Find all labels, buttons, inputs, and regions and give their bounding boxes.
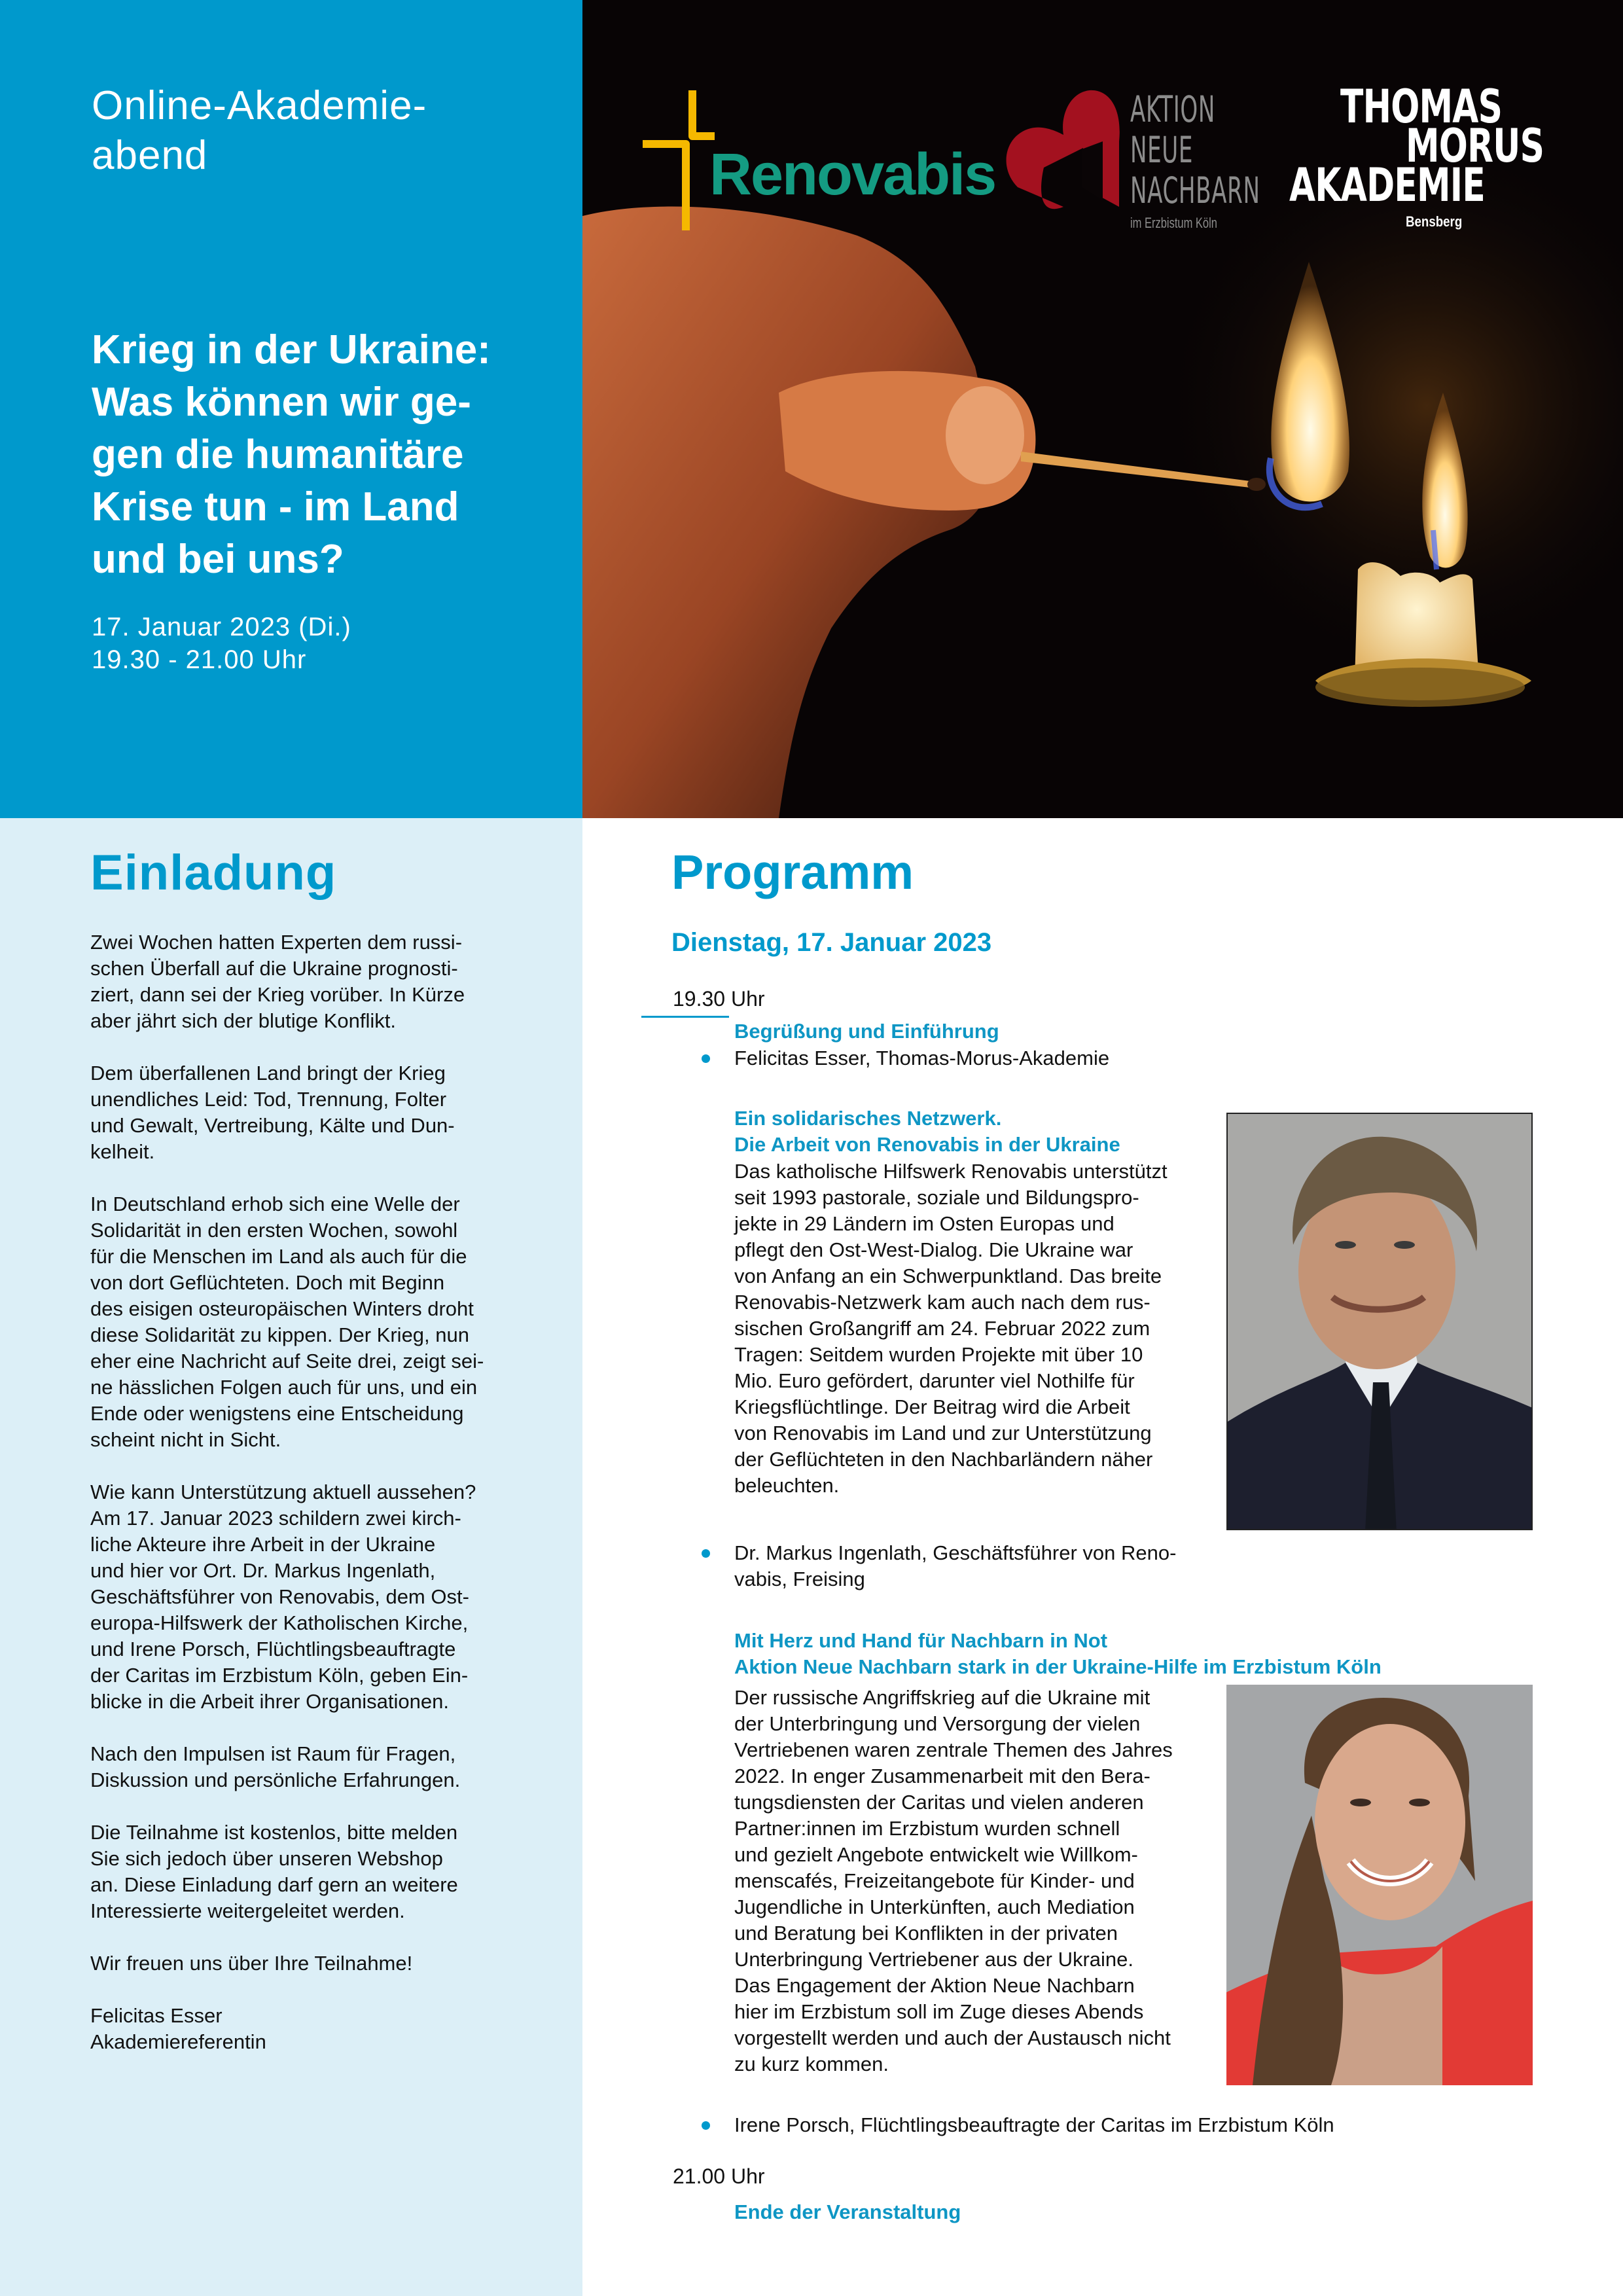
title-line: Mit Herz und Hand für Nachbarn in Not (734, 1629, 1108, 1652)
speaker-text (734, 1045, 1109, 1071)
text-line: von dort Geflüchteten. Doch mit Beginn (90, 1271, 445, 1294)
aktion-neue-nachbarn-logo (1005, 89, 1266, 233)
headline-line: Krise tun - im Land (92, 484, 459, 529)
text-line: Der russische Angriffskrieg auf die Ukraine mit (734, 1686, 1150, 1709)
headline-line: Was können wir ge- (92, 380, 471, 425)
headline-line: gen die humanitäre (92, 432, 464, 477)
text-line: scheint nicht in Sicht. (90, 1428, 281, 1451)
kicker-line: abend (92, 133, 208, 178)
text-line: schen Überfall auf die Ukraine prognosti- (90, 957, 458, 980)
timeline-underline (641, 1016, 729, 1018)
text-line: der Geflüchteten in den Nachbarländern näher (734, 1448, 1153, 1471)
text-line: ne hässlichen Folgen auch für uns, und ein (90, 1376, 478, 1399)
speaker-line: Irene Porsch, Flüchtlingsbeauftragte der Caritas im Erzbistum Köln (734, 2113, 1334, 2136)
text-line: In Deutschland erhob sich eine Welle der (90, 1193, 460, 1215)
einladung-paragraph (90, 1741, 535, 1793)
text-line: Vertriebenen waren zentrale Themen des Jahres (734, 1738, 1173, 1761)
einladung-paragraph (90, 1950, 535, 1977)
text-line: jekte in 29 Ländern im Osten Europas und (734, 1212, 1115, 1235)
einladung-paragraph (90, 1191, 535, 1453)
text-line: und hier vor Ort. Dr. Markus Ingenlath, (90, 1559, 436, 1582)
text-line: blicke in die Arbeit ihrer Organisationen. (90, 1690, 449, 1713)
text-line: Interessierte weitergeleitet werden. (90, 1899, 405, 1922)
event-date: 17. Januar 2023 (Di.) (92, 613, 351, 641)
text-line: diese Solidarität zu kippen. Der Krieg, nun (90, 1323, 469, 1346)
event-type-kicker (92, 81, 550, 181)
program-item-description (734, 1158, 1168, 1499)
kicker-line: Online-Akademie- (92, 83, 427, 128)
text-line: europa-Hilfswerk der Katholischen Kirche, (90, 1611, 469, 1634)
text-line: Geschäftsführer von Renovabis, dem Ost- (90, 1585, 469, 1608)
portrait-markus-ingenlath (1226, 1113, 1533, 1530)
text-line: Am 17. Januar 2023 schildern zwei kirch- (90, 1507, 461, 1530)
portrait-man-image (1228, 1114, 1533, 1530)
logo-line: AKTION (1130, 88, 1215, 130)
renovabis-logo (643, 90, 996, 230)
text-line: Ende oder wenigstens eine Entscheidung (90, 1402, 464, 1425)
einladung-signature (90, 2003, 535, 2055)
text-line: Diskussion und persönliche Erfahrungen. (90, 1768, 461, 1791)
title-line: Begrüßung und Einführung (734, 1020, 999, 1043)
text-line: an. Diese Einladung darf gern an weitere (90, 1873, 458, 1896)
start-time: 19.30 Uhr (673, 987, 765, 1011)
program-item-title (734, 2199, 961, 2225)
speaker-text (734, 1540, 1176, 1592)
text-line: und Beratung bei Konflikten in der privaten (734, 1922, 1118, 1945)
text-line: Partner:innen im Erzbistum wurden schnell (734, 1817, 1120, 1840)
text-line: für die Menschen im Land als auch für die (90, 1245, 467, 1268)
program-item-description (734, 1685, 1173, 2077)
text-line: Kriegsflüchtlinge. Der Beitrag wird die Arbeit (734, 1395, 1130, 1418)
end-time: 21.00 Uhr (673, 2164, 765, 2188)
einladung-body (90, 929, 535, 2081)
text-line: seit 1993 pastorale, soziale und Bildungspro- (734, 1186, 1139, 1209)
einladung-paragraph (90, 929, 535, 1034)
bullet-icon (702, 1549, 710, 1558)
einladung-paragraph (90, 1479, 535, 1715)
text-line: Sie sich jedoch über unseren Webshop (90, 1847, 443, 1870)
text-line: Renovabis-Netzwerk kam auch nach dem rus- (734, 1291, 1150, 1314)
text-line: Solidarität in den ersten Wochen, sowohl (90, 1219, 458, 1242)
headline-line: Krieg in der Ukraine: (92, 327, 491, 372)
text-line: pflegt den Ost-West-Dialog. Die Ukraine war (734, 1238, 1133, 1261)
heart-icon (1005, 89, 1122, 220)
text-line: aber jährt sich der blutige Konflikt. (90, 1009, 396, 1032)
text-line: der Unterbringung und Versorgung der vielen (734, 1712, 1141, 1735)
speaker-text (734, 2112, 1334, 2138)
program-item-title (734, 1628, 1382, 1680)
text-line: und Gewalt, Vertreibung, Kälte und Dun- (90, 1114, 455, 1137)
text-line: 2022. In enger Zusammenarbeit mit den Bera- (734, 1765, 1150, 1787)
headline-line: und bei uns? (92, 537, 344, 582)
text-line: sischen Großangriff am 24. Februar 2022 zum (734, 1317, 1150, 1340)
text-line: Tragen: Seitdem wurden Projekte mit über 10 (734, 1343, 1143, 1366)
title-line: Ende der Veranstaltung (734, 2200, 961, 2223)
einladung-paragraph (90, 1060, 535, 1165)
text-line: Wir freuen uns über Ihre Teilnahme! (90, 1952, 413, 1975)
text-line: ziert, dann sei der Krieg vorüber. In Kürze (90, 983, 465, 1006)
logo-line: NACHBARN (1130, 170, 1260, 211)
text-line: von Anfang an ein Schwerpunktland. Das breite (734, 1265, 1162, 1287)
signature-name: Felicitas Esser (90, 2004, 223, 2027)
einladung-heading: Einladung (90, 845, 337, 901)
logo-line: NEUE (1130, 129, 1194, 171)
thomas-morus-akademie-logo (1283, 80, 1544, 236)
renovabis-cross-icon (643, 90, 715, 230)
text-line: der Caritas im Erzbistum Köln, geben Ein- (90, 1664, 469, 1687)
portrait-woman-image (1226, 1685, 1533, 2085)
text-line: Jugendliche in Unterkünften, auch Mediation (734, 1895, 1135, 1918)
logo-subtitle: im Erzbistum Köln (1130, 215, 1217, 231)
text-line: des eisigen osteuropäischen Winters droht (90, 1297, 474, 1320)
speaker-line: Felicitas Esser, Thomas-Morus-Akademie (734, 1047, 1110, 1069)
title-line: Die Arbeit von Renovabis in der Ukraine (734, 1133, 1120, 1156)
aktion-neue-nachbarn-wordmark (1130, 89, 1260, 211)
text-line: und gezielt Angebote entwickelt wie Willkom- (734, 1843, 1138, 1866)
bullet-icon (702, 1054, 710, 1063)
text-line: Unterbringung Vertriebener aus der Ukraine. (734, 1948, 1134, 1971)
text-line: eher eine Nachricht auf Seite drei, zeigt sei- (90, 1350, 484, 1372)
text-line: Wie kann Unterstützung aktuell aussehen? (90, 1480, 476, 1503)
text-line: kelheit. (90, 1140, 155, 1163)
programm-heading: Programm (671, 845, 914, 899)
logo-line: THOMAS (1340, 80, 1503, 134)
bullet-icon (702, 2121, 710, 2130)
speaker-line: Dr. Markus Ingenlath, Geschäftsführer von Reno- (734, 1541, 1177, 1564)
text-line: Das katholische Hilfswerk Renovabis unterstützt (734, 1160, 1168, 1183)
signature-role: Akademiereferentin (90, 2030, 266, 2053)
speaker-line: vabis, Freising (734, 1568, 865, 1590)
text-line: unendliches Leid: Tod, Trennung, Folter (90, 1088, 447, 1111)
text-line: Das Engagement der Aktion Neue Nachbarn (734, 1974, 1135, 1997)
einladung-paragraph (90, 1820, 535, 1924)
program-item-title (734, 1018, 999, 1045)
title-line: Aktion Neue Nachbarn stark in der Ukraine-Hilfe im Erzbistum Köln (734, 1655, 1382, 1678)
renovabis-wordmark: Renovabis (709, 142, 996, 207)
text-line: Nach den Impulsen ist Raum für Fragen, (90, 1742, 456, 1765)
title-line: Ein solidarisches Netzwerk. (734, 1107, 1002, 1130)
event-datetime (92, 611, 550, 676)
text-line: vorgestellt werden und auch der Austausch nicht (734, 2026, 1171, 2049)
program-item-title (734, 1105, 1120, 1158)
logo-line: AKADEMIE (1289, 158, 1485, 212)
logo-subtitle: Bensberg (1406, 213, 1463, 230)
text-line: zu kurz kommen. (734, 2053, 889, 2075)
portrait-irene-porsch (1226, 1685, 1533, 2085)
event-time: 19.30 - 21.00 Uhr (92, 645, 307, 674)
text-line: beleuchten. (734, 1474, 840, 1497)
text-line: menscafés, Freizeitangebote für Kinder- und (734, 1869, 1135, 1892)
header-title-panel (0, 0, 582, 818)
text-line: Dem überfallenen Land bringt der Krieg (90, 1062, 446, 1085)
event-headline (92, 324, 563, 586)
text-line: Die Teilnahme ist kostenlos, bitte melden (90, 1821, 458, 1844)
text-line: tungsdiensten der Caritas und vielen anderen (734, 1791, 1144, 1814)
programm-date: Dienstag, 17. Januar 2023 (671, 928, 992, 957)
text-line: liche Akteure ihre Arbeit in der Ukraine (90, 1533, 436, 1556)
text-line: Zwei Wochen hatten Experten dem russi- (90, 931, 463, 954)
text-line: von Renovabis im Land und zur Unterstützung (734, 1422, 1152, 1444)
text-line: und Irene Porsch, Flüchtlingsbeauftragte (90, 1638, 456, 1660)
text-line: Mio. Euro gefördert, darunter viel Nothilfe für (734, 1369, 1135, 1392)
logo-line: MORUS (1406, 119, 1544, 173)
text-line: hier im Erzbistum soll im Zuge dieses Abends (734, 2000, 1144, 2023)
